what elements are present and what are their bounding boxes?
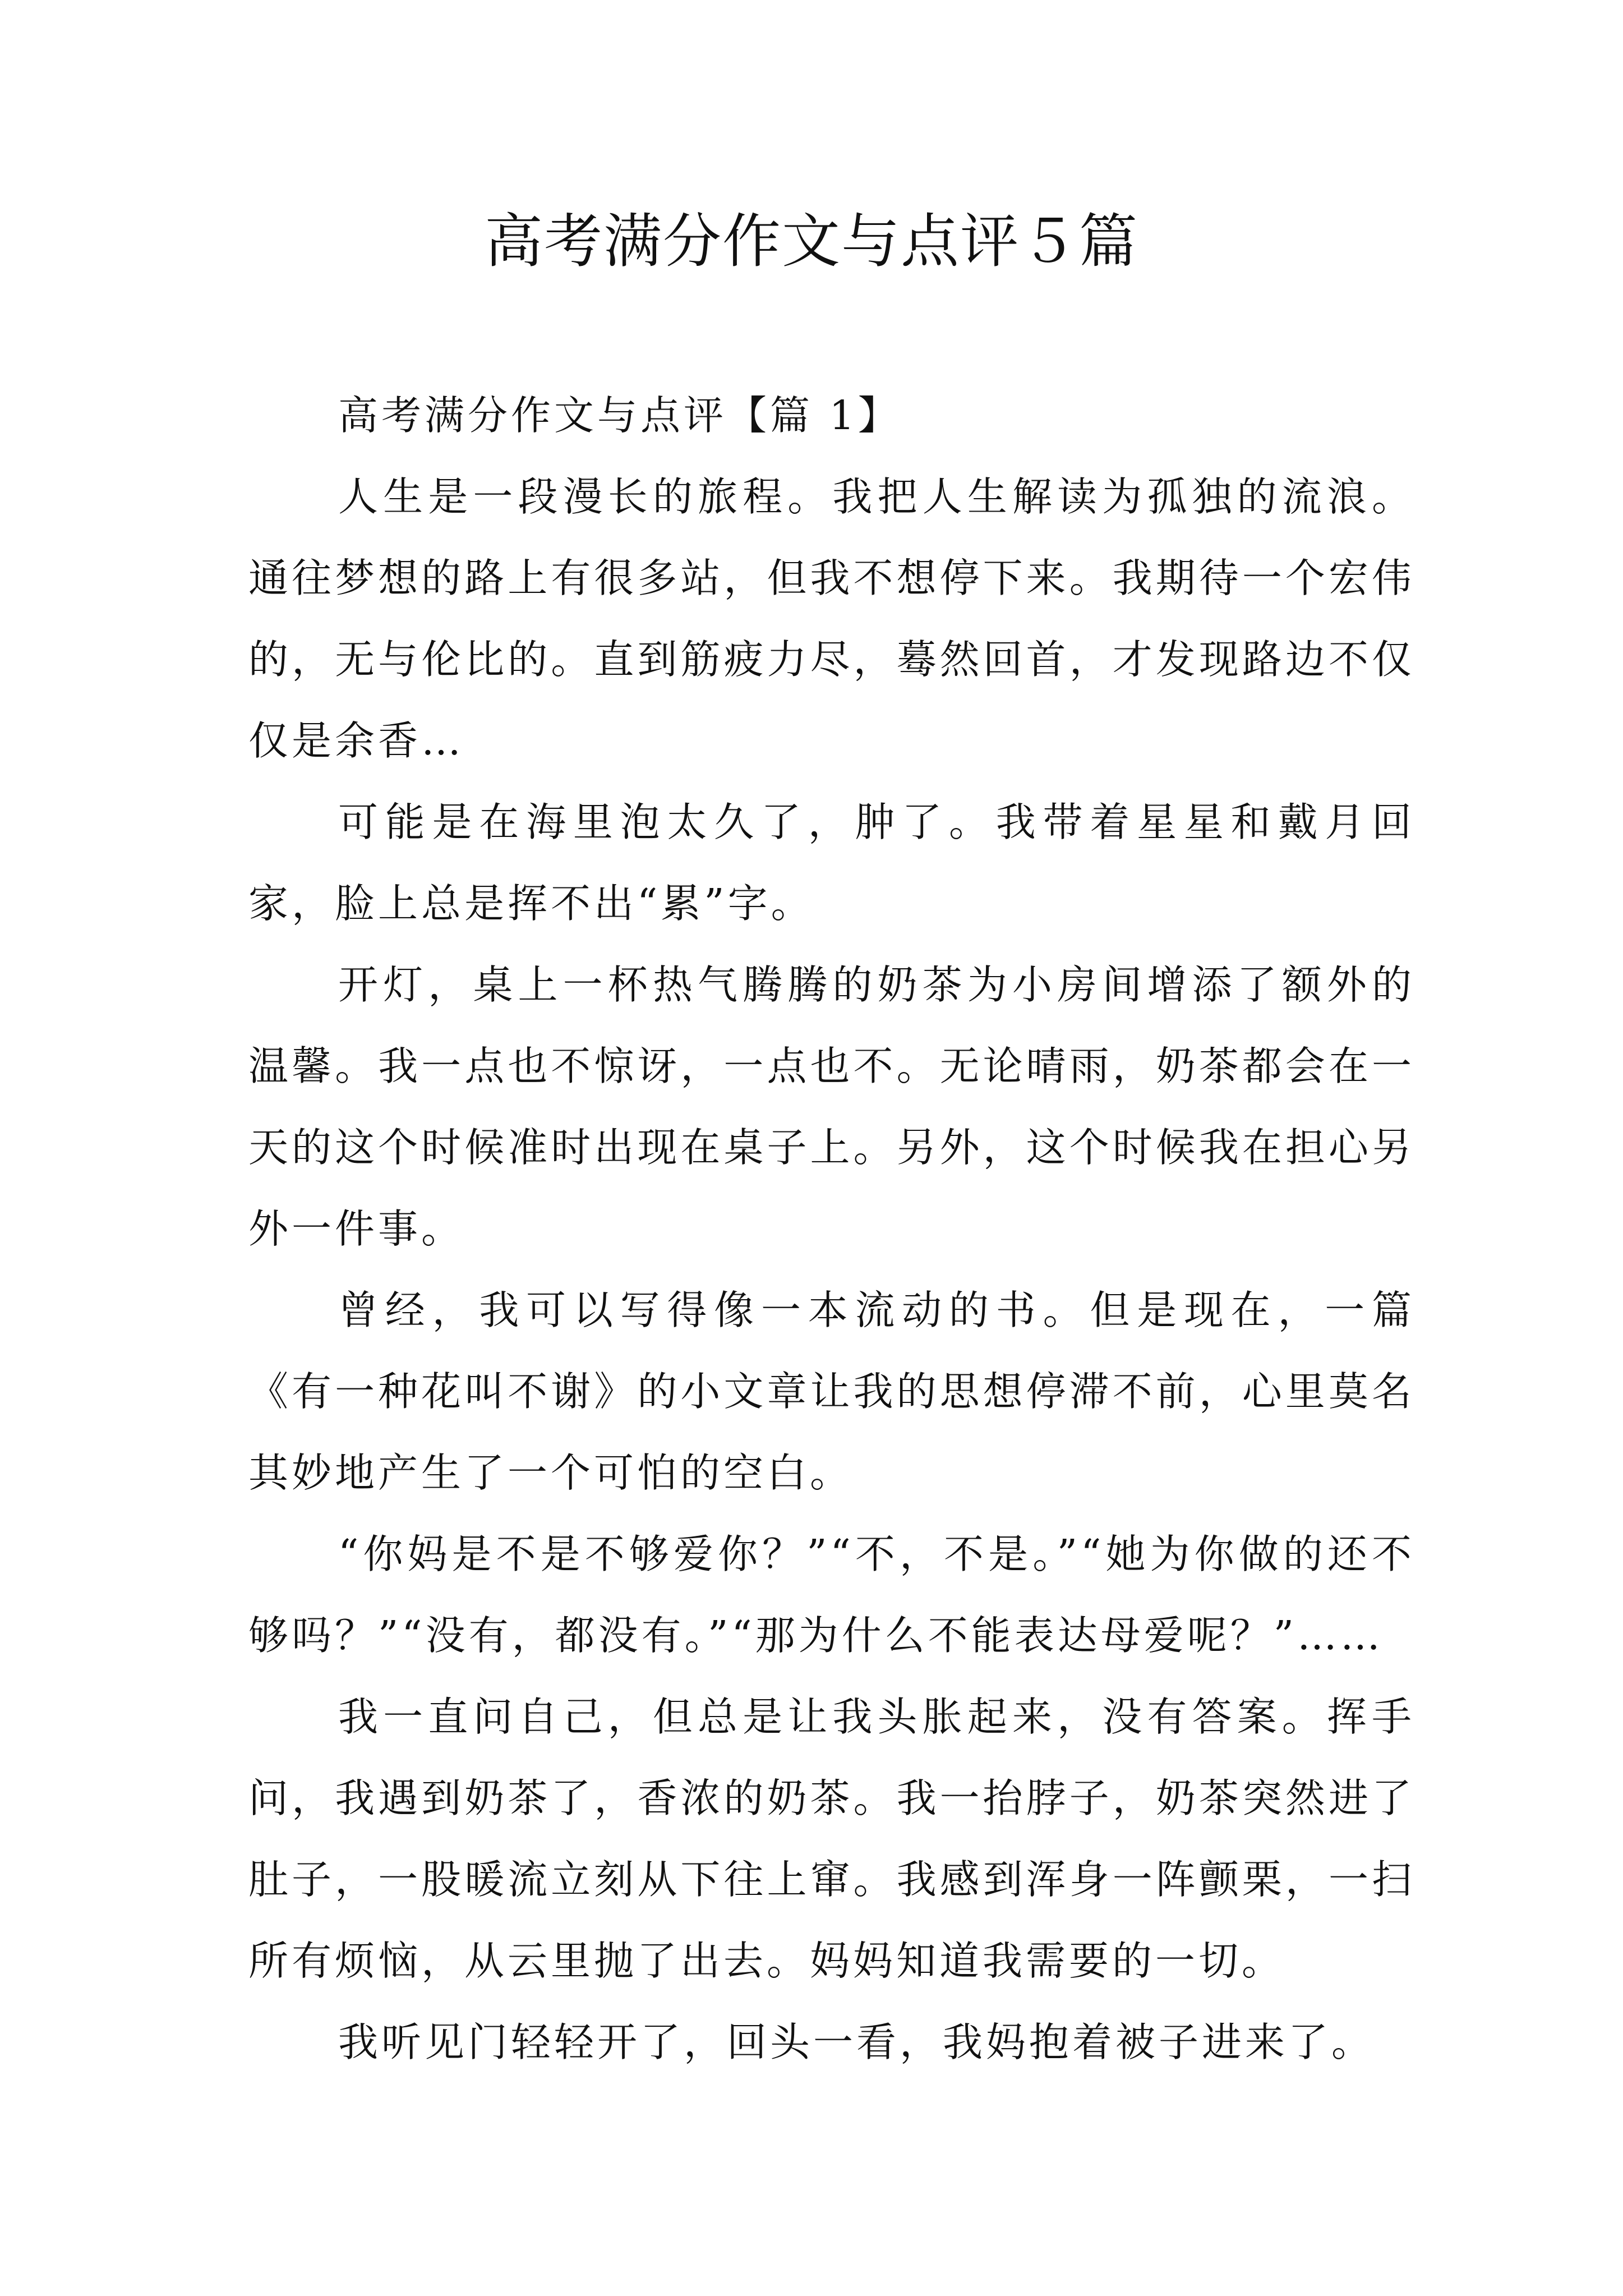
paragraph-5: “你妈是不是不够爱你？”“不，不是。”“她为你做的还不够吗？”“没有，都没有。”“那为什么不能表达母爱呢？”…… <box>248 1531 1415 1659</box>
document-body <box>248 375 1415 2083</box>
paragraph-2: 可能是在海里泡太久了，肿了。我带着星星和戴月回家，脸上总是挥不出“累”字。 <box>248 799 1415 927</box>
document-title: 高考满分作文与点评５篇 <box>484 207 1138 275</box>
paragraph-6: 我一直问自己，但总是让我头胀起来，没有答案。挥手问，我遇到奶茶了，香浓的奶茶。我一抬脖子，奶茶突然进了肚子，一股暖流立刻从下往上窜。我感到浑身一阵颤栗，一扫所有烦恼，从云里抛了出去。妈妈知道我需要的一切。 <box>248 1694 1415 1984</box>
section-heading: 高考满分作文与点评【篇 1】 <box>338 392 901 439</box>
paragraph-4: 曾经，我可以写得像一本流动的书。但是现在，一篇《有一种花叫不谢》的小文章让我的思想停滞不前，心里莫名其妙地产生了一个可怕的空白。 <box>248 1287 1415 1496</box>
paragraph-3: 开灯，桌上一杯热气腾腾的奶茶为小房间增添了额外的温馨。我一点也不惊讶，一点也不。无论晴雨，奶茶都会在一天的这个时候准时出现在桌子上。另外，这个时候我在担心另外一件事。 <box>248 961 1415 1252</box>
paragraph-7: 我听见门轻轻开了，回头一看，我妈抱着被子进来了。 <box>338 2019 1375 2065</box>
paragraph-1: 人生是一段漫长的旅程。我把人生解读为孤独的流浪。通往梦想的路上有很多站，但我不想停下来。我期待一个宏伟的，无与伦比的。直到筋疲力尽，蓦然回首，才发现路边不仅仅是余香… <box>248 473 1415 764</box>
